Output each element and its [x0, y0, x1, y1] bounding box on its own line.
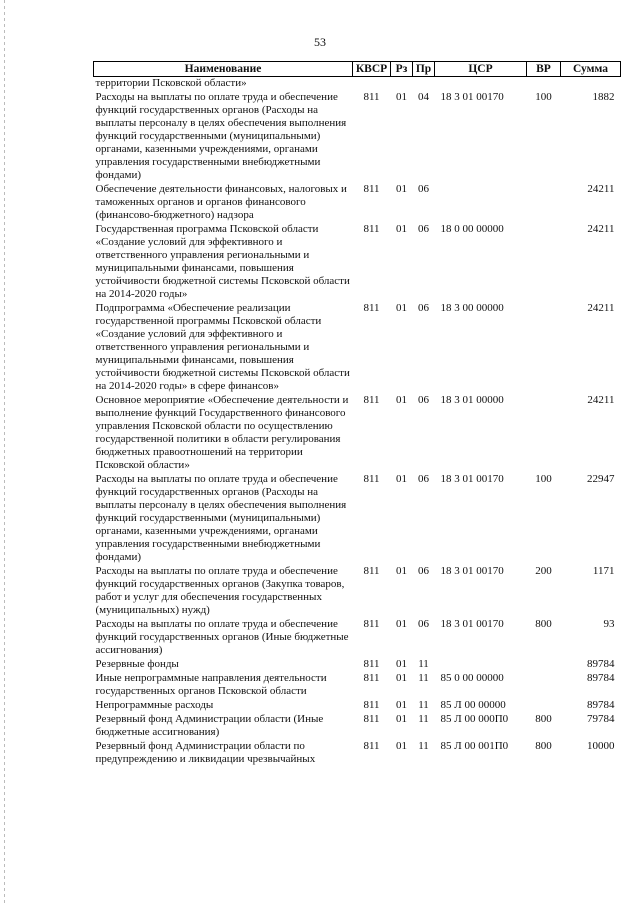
- cell-pr: 06: [418, 618, 429, 630]
- cell-csr: 18 3 00 00000: [440, 302, 504, 314]
- cell-kvsr: 811: [363, 618, 380, 630]
- cell-sum: 1882: [592, 91, 615, 103]
- cell-rz: 01: [396, 473, 407, 485]
- header-vr: ВР: [527, 62, 561, 77]
- cell-kvsr: 811: [363, 473, 380, 485]
- table-row: [94, 182, 621, 222]
- cell-csr: 85 Л 00 000П0: [440, 713, 509, 725]
- cell-sum: 1171: [592, 565, 615, 577]
- cell-kvsr: 811: [363, 699, 380, 711]
- cell-name: Резервный фонд Администрации области (Иные бюджетные ассигнования): [95, 713, 324, 738]
- cell-kvsr: 811: [363, 91, 380, 103]
- cell-rz: 01: [396, 223, 407, 235]
- cell-rz: 01: [396, 658, 407, 670]
- cell-kvsr: 811: [363, 565, 380, 577]
- cell-pr: 04: [418, 91, 429, 103]
- cell-vr: 800: [535, 618, 552, 630]
- cell-pr: 06: [418, 302, 429, 314]
- cell-sum: 22947: [587, 473, 615, 485]
- cell-csr: 18 3 01 00000: [440, 394, 504, 406]
- cell-pr: 06: [418, 223, 429, 235]
- table-row: [94, 698, 621, 712]
- cell-vr: [527, 393, 561, 472]
- cell-csr: 18 0 00 00000: [440, 223, 504, 235]
- cell-rz: 01: [396, 740, 407, 752]
- cell-name: Резервный фонд Администрации области по предупреждению и ликвидации чрезвычайных: [95, 740, 316, 765]
- cell-csr: [435, 77, 527, 91]
- cell-name: Основное мероприятие «Обеспечение деятельности и выполнение функций Государственного финансового управления Псковской области по осуществлению государственной политики в области регулирования бюджетных правоотношений на территории Псковской области»: [95, 394, 349, 471]
- cell-csr: 18 3 01 00170: [440, 91, 504, 103]
- cell-sum: 89784: [587, 699, 615, 711]
- table-row: [94, 301, 621, 393]
- cell-vr: 200: [535, 565, 552, 577]
- cell-sum: 24211: [587, 183, 615, 195]
- cell-kvsr: 811: [363, 183, 380, 195]
- cell-rz: 01: [396, 91, 407, 103]
- cell-vr: [527, 301, 561, 393]
- cell-name: Государственная программа Псковской области «Создание условий для эффективного и ответственного управления региональными и муниципальными финансами, повышения устойчивости бюджетной системы Псковской области на 2014-2020 годы»: [95, 223, 350, 300]
- header-kvsr: КВСР: [353, 62, 391, 77]
- cell-sum: 89784: [587, 658, 615, 670]
- table-row: [94, 739, 621, 766]
- cell-kvsr: 811: [363, 302, 380, 314]
- budget-table: [93, 61, 621, 766]
- cell-kvsr: 811: [363, 658, 380, 670]
- scan-edge-line: [4, 0, 5, 905]
- cell-csr: 18 3 01 00170: [440, 565, 504, 577]
- cell-name: территории Псковской области»: [95, 77, 247, 89]
- table-row: [94, 657, 621, 671]
- cell-pr: [413, 77, 435, 91]
- cell-vr: [527, 222, 561, 301]
- cell-vr: 800: [535, 740, 552, 752]
- cell-name: Расходы на выплаты по оплате труда и обеспечение функций государственных органов (Закупка товаров, работ и услуг для обеспечения государственных (муниципальных) нужд): [95, 565, 345, 616]
- header-pr: Пр: [413, 62, 435, 77]
- cell-rz: 01: [396, 713, 407, 725]
- cell-vr: [527, 698, 561, 712]
- cell-kvsr: [353, 77, 391, 91]
- table-header: [94, 62, 621, 77]
- header-rz: Рз: [391, 62, 413, 77]
- cell-name: Подпрограмма «Обеспечение реализации государственной программы Псковской области «Создание условий для эффективного и ответственного управления региональными и муниципальными финансами, повышения устойчивости бюджетной системы Псковской области на 2014-2020 годы» в сфере финансов»: [95, 302, 350, 392]
- cell-csr: 85 0 00 00000: [440, 672, 504, 684]
- cell-csr: 18 3 01 00170: [440, 473, 504, 485]
- table-row: [94, 393, 621, 472]
- cell-sum: 89784: [587, 672, 615, 684]
- header-sum: Сумма: [561, 62, 621, 77]
- cell-rz: 01: [396, 302, 407, 314]
- cell-vr: [527, 657, 561, 671]
- cell-name: Расходы на выплаты по оплате труда и обеспечение функций государственных органов (Расходы на выплаты персоналу в целях обеспечения выполнения функций государственными (муниципальными) органами, казенными учреждениями, органами управления государственными внебюджетными фондами): [95, 473, 347, 563]
- cell-rz: 01: [396, 394, 407, 406]
- cell-name: Расходы на выплаты по оплате труда и обеспечение функций государственных органов (Расходы на выплаты персоналу в целях обеспечения выполнения функций государственными (муниципальными) органами, казенными учреждениями, органами управления государственными внебюджетными фондами): [95, 91, 347, 181]
- table-row: [94, 90, 621, 182]
- cell-vr: 100: [535, 91, 552, 103]
- cell-vr: [527, 77, 561, 91]
- cell-name: Иные непрограммные направления деятельности государственных органов Псковской области: [95, 672, 327, 697]
- cell-kvsr: 811: [363, 672, 380, 684]
- cell-name: Расходы на выплаты по оплате труда и обеспечение функций государственных органов (Иные бюджетные ассигнования): [95, 618, 349, 656]
- table-row: [94, 671, 621, 698]
- table-row: [94, 712, 621, 739]
- header-name: Наименование: [94, 62, 353, 77]
- cell-sum: 93: [603, 618, 615, 630]
- cell-kvsr: 811: [363, 394, 380, 406]
- cell-vr: [527, 182, 561, 222]
- cell-pr: 11: [418, 672, 429, 684]
- cell-vr: [527, 671, 561, 698]
- cell-pr: 11: [418, 740, 429, 752]
- cell-csr: [435, 182, 527, 222]
- table-row: [94, 222, 621, 301]
- cell-csr: 85 Л 00 00000: [440, 699, 506, 711]
- cell-pr: 06: [418, 473, 429, 485]
- cell-kvsr: 811: [363, 713, 380, 725]
- cell-rz: 01: [396, 565, 407, 577]
- table-body: [94, 77, 621, 767]
- cell-kvsr: 811: [363, 223, 380, 235]
- cell-sum: 10000: [587, 740, 615, 752]
- cell-sum: 24211: [587, 302, 615, 314]
- cell-rz: [391, 77, 413, 91]
- cell-csr: 18 3 01 00170: [440, 618, 504, 630]
- cell-pr: 06: [418, 565, 429, 577]
- cell-pr: 11: [418, 658, 429, 670]
- cell-sum: 24211: [587, 223, 615, 235]
- cell-name: Резервные фонды: [95, 658, 179, 670]
- cell-sum: [561, 77, 621, 91]
- table-row: [94, 617, 621, 657]
- cell-pr: 11: [418, 699, 429, 711]
- table-row: [94, 564, 621, 617]
- cell-sum: 24211: [587, 394, 615, 406]
- cell-name: Непрограммные расходы: [95, 699, 214, 711]
- cell-pr: 06: [418, 183, 429, 195]
- page-number: 53: [314, 35, 326, 49]
- cell-vr: 100: [535, 473, 552, 485]
- cell-sum: 79784: [587, 713, 615, 725]
- header-csr: ЦСР: [435, 62, 527, 77]
- cell-rz: 01: [396, 699, 407, 711]
- cell-rz: 01: [396, 183, 407, 195]
- cell-csr: 85 Л 00 001П0: [440, 740, 509, 752]
- cell-name: Обеспечение деятельности финансовых, налоговых и таможенных органов и органов финансового (финансово-бюджетного) надзора: [95, 183, 347, 221]
- cell-kvsr: 811: [363, 740, 380, 752]
- cell-csr: [435, 657, 527, 671]
- cell-pr: 06: [418, 394, 429, 406]
- table-row: [94, 472, 621, 564]
- table-row: [94, 77, 621, 91]
- cell-rz: 01: [396, 672, 407, 684]
- cell-pr: 11: [418, 713, 429, 725]
- cell-rz: 01: [396, 618, 407, 630]
- cell-vr: 800: [535, 713, 552, 725]
